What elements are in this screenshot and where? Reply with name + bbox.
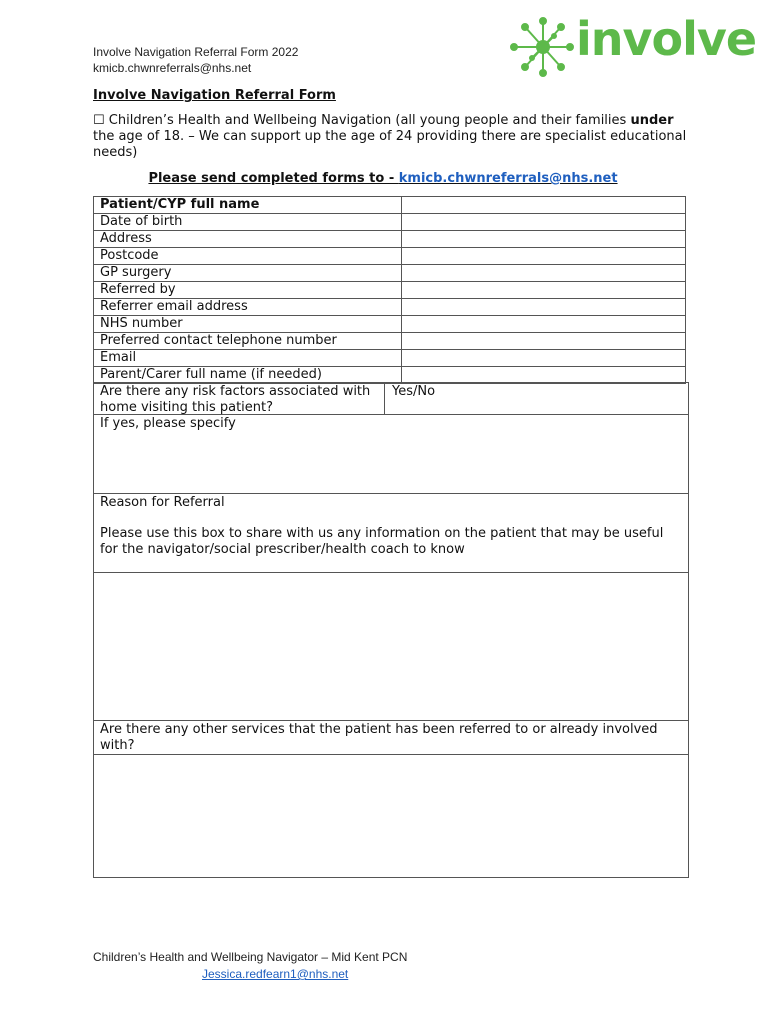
field-label: Preferred contact telephone number bbox=[94, 333, 402, 350]
intro-text-post: the age of 18. – We can support up the age of 24 providing there are specialist educational needs) bbox=[93, 129, 687, 160]
info-row bbox=[94, 299, 686, 316]
field-value-input[interactable] bbox=[402, 299, 686, 316]
intro-text-pre: Children’s Health and Wellbeing Navigation (all young people and their families bbox=[104, 113, 631, 128]
field-value-input[interactable] bbox=[402, 231, 686, 248]
field-label: Patient/CYP full name bbox=[94, 197, 402, 214]
risk-specify-field[interactable] bbox=[93, 414, 689, 494]
field-label: Postcode bbox=[94, 248, 402, 265]
service-checkbox[interactable]: ☐ bbox=[93, 113, 105, 128]
send-prefix: Please send completed forms to - bbox=[148, 171, 399, 186]
risk-question: Are there any risk factors associated with home visiting this patient? bbox=[100, 384, 371, 415]
logo-wordmark: involve bbox=[576, 12, 757, 66]
field-value-input[interactable] bbox=[402, 316, 686, 333]
other-services-question: Are there any other services that the patient has been referred to or already involved with? bbox=[100, 722, 658, 753]
info-row bbox=[94, 367, 686, 384]
field-label: NHS number bbox=[94, 316, 402, 333]
field-value-input[interactable] bbox=[402, 350, 686, 367]
field-label: Parent/Carer full name (if needed) bbox=[94, 367, 402, 384]
field-value-input[interactable] bbox=[402, 367, 686, 384]
service-description bbox=[93, 113, 693, 161]
footer-email bbox=[202, 966, 348, 982]
field-label: Address bbox=[94, 231, 402, 248]
info-row bbox=[94, 197, 686, 214]
form-title: Involve Navigation Referral Form bbox=[93, 88, 336, 103]
info-row bbox=[94, 231, 686, 248]
field-label: Referrer email address bbox=[94, 299, 402, 316]
risk-question-row bbox=[93, 382, 689, 415]
field-label: Date of birth bbox=[94, 214, 402, 231]
footer-email-link[interactable]: Jessica.redfearn1@nhs.net bbox=[202, 967, 349, 981]
field-label: Email bbox=[94, 350, 402, 367]
field-label: GP surgery bbox=[94, 265, 402, 282]
document-header bbox=[93, 44, 298, 76]
field-value-input[interactable] bbox=[402, 197, 686, 214]
field-value-input[interactable] bbox=[402, 214, 686, 231]
network-logo-icon bbox=[508, 16, 578, 78]
patient-info-table bbox=[93, 196, 686, 384]
info-row bbox=[94, 282, 686, 299]
intro-text-bold: under bbox=[630, 113, 674, 128]
field-label: Referred by bbox=[94, 282, 402, 299]
send-instruction bbox=[93, 171, 673, 186]
info-row bbox=[94, 316, 686, 333]
other-services-input-area[interactable] bbox=[93, 754, 689, 878]
involve-logo bbox=[508, 12, 757, 78]
info-row bbox=[94, 214, 686, 231]
risk-specify-label: If yes, please specify bbox=[100, 416, 236, 431]
info-row bbox=[94, 333, 686, 350]
header-email: kmicb.chwnreferrals@nhs.net bbox=[93, 61, 252, 75]
send-email-link[interactable]: kmicb.chwnreferrals@nhs.net bbox=[398, 171, 618, 186]
risk-divider bbox=[384, 383, 385, 414]
info-row bbox=[94, 248, 686, 265]
footer-line: Children’s Health and Wellbeing Navigator – Mid Kent PCN bbox=[93, 950, 408, 964]
reason-description: Please use this box to share with us any information on the patient that may be useful for the navigator/social prescriber/health coach to know bbox=[100, 526, 664, 557]
field-value-input[interactable] bbox=[402, 248, 686, 265]
reason-input-area[interactable] bbox=[93, 572, 689, 721]
field-value-input[interactable] bbox=[402, 265, 686, 282]
info-row bbox=[94, 350, 686, 367]
risk-answer-field[interactable]: Yes/No bbox=[392, 384, 436, 399]
field-value-input[interactable] bbox=[402, 282, 686, 299]
other-services-header bbox=[93, 720, 689, 755]
field-value-input[interactable] bbox=[402, 333, 686, 350]
reason-title: Reason for Referral bbox=[100, 495, 225, 510]
info-row bbox=[94, 265, 686, 282]
reason-header bbox=[93, 493, 689, 573]
header-form-title: Involve Navigation Referral Form 2022 bbox=[93, 45, 299, 59]
